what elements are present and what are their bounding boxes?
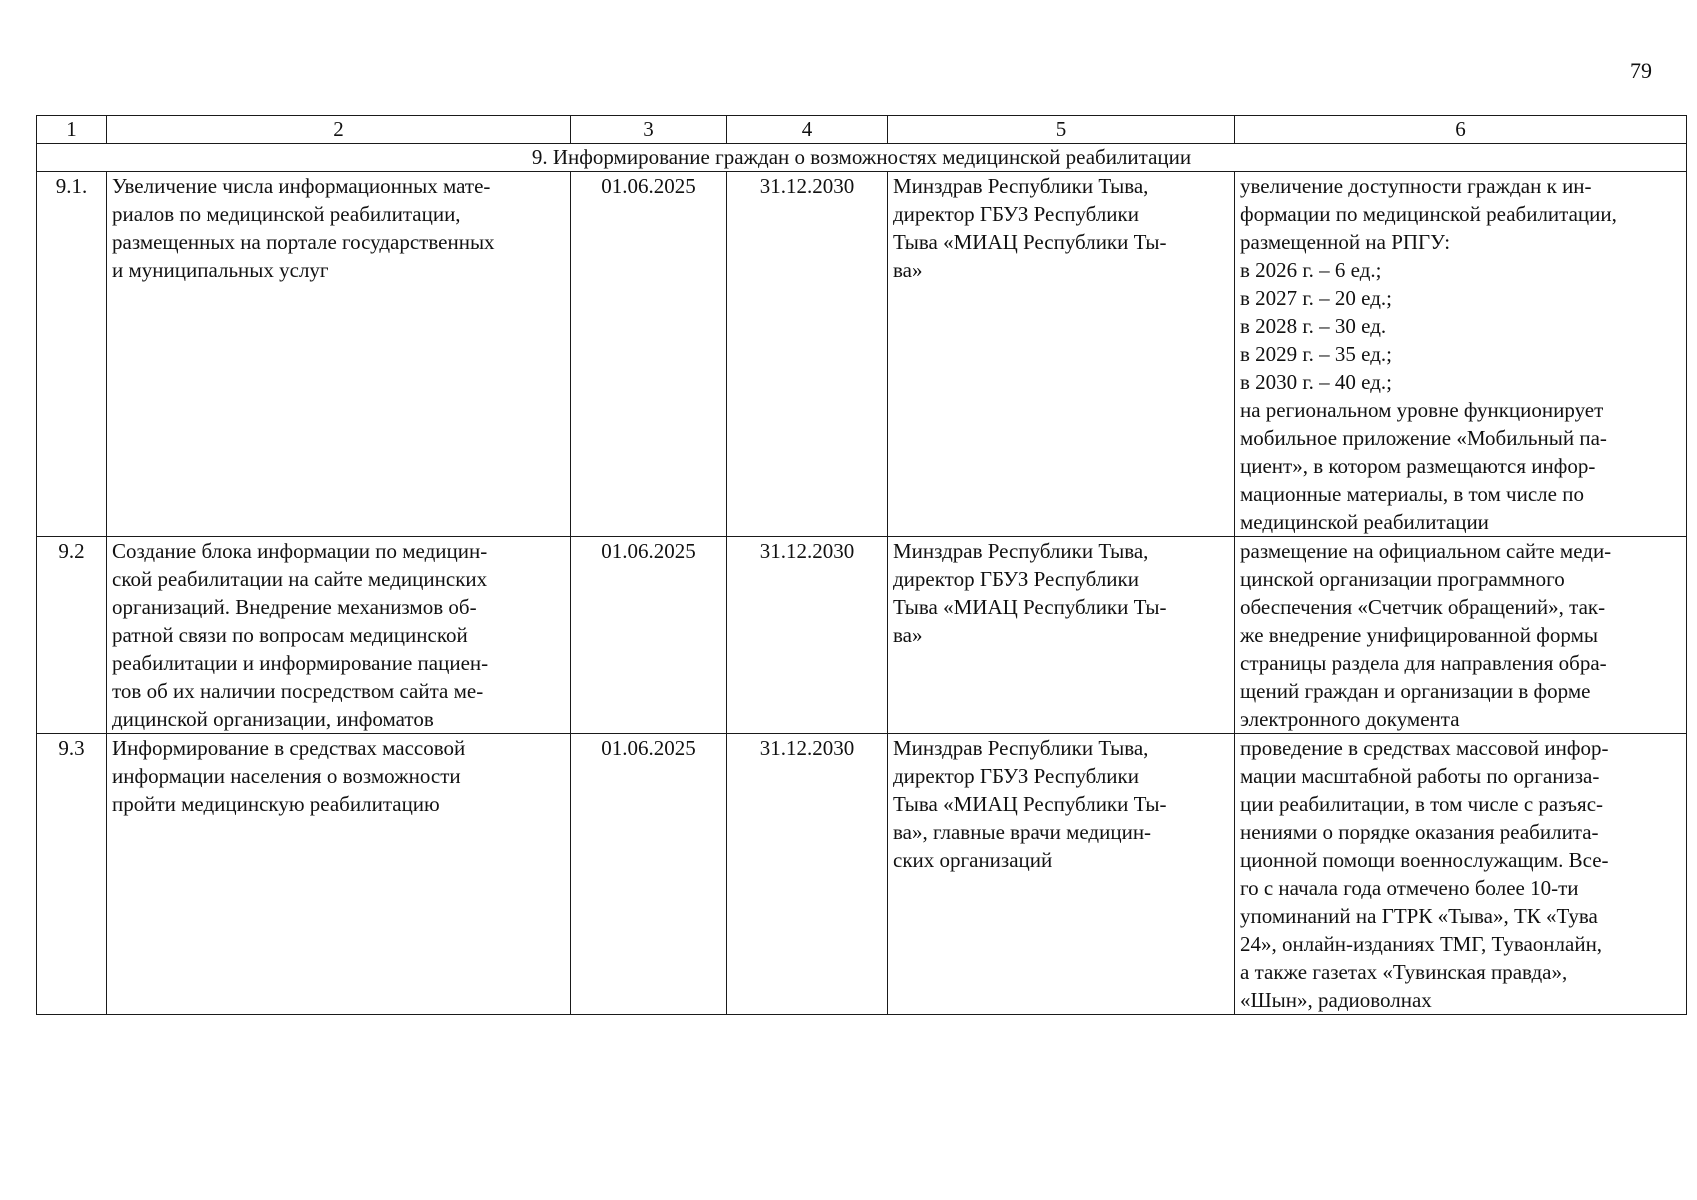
measure-line: и муниципальных услуг	[112, 258, 329, 282]
start-date: 01.06.2025	[571, 734, 727, 1015]
responsible-line: ва»	[893, 258, 923, 282]
result-line: обеспечения «Счетчик обращений», так-	[1240, 595, 1606, 619]
end-date: 31.12.2030	[727, 537, 888, 734]
result-line: в 2029 г. – 35 ед.;	[1240, 342, 1392, 366]
measure-line: риалов по медицинской реабилитации,	[112, 202, 461, 226]
responsible-cell	[888, 172, 1235, 537]
measures-table	[36, 115, 1687, 1015]
column-number: 5	[888, 116, 1235, 144]
table-row	[37, 537, 1687, 734]
result-line: нениями о порядке оказания реабилита-	[1240, 820, 1599, 844]
measure-line: тов об их наличии посредством сайта ме-	[112, 679, 484, 703]
responsible-line: Минздрав Республики Тыва,	[893, 736, 1149, 760]
result-line: цинской организации программного	[1240, 567, 1565, 591]
result-line: а также газетах «Тувинская правда»,	[1240, 960, 1568, 984]
result-line: в 2030 г. – 40 ед.;	[1240, 370, 1392, 394]
responsible-line: Тыва «МИАЦ Республики Ты-	[893, 792, 1167, 816]
responsible-line: директор ГБУЗ Республики	[893, 202, 1139, 226]
item-number: 9.2	[37, 537, 107, 734]
item-number: 9.1.	[37, 172, 107, 537]
responsible-cell	[888, 537, 1235, 734]
end-date: 31.12.2030	[727, 734, 888, 1015]
result-line: щений граждан и организации в форме	[1240, 679, 1591, 703]
responsible-line: ских организаций	[893, 848, 1053, 872]
responsible-line: Тыва «МИАЦ Республики Ты-	[893, 230, 1167, 254]
measure-cell	[107, 172, 571, 537]
measure-cell	[107, 537, 571, 734]
result-line: на региональном уровне функционирует	[1240, 398, 1604, 422]
start-date: 01.06.2025	[571, 537, 727, 734]
responsible-line: директор ГБУЗ Республики	[893, 764, 1139, 788]
result-line: увеличение доступности граждан к ин-	[1240, 174, 1592, 198]
result-line: мобильное приложение «Мобильный па-	[1240, 426, 1607, 450]
measure-line: размещенных на портале государственных	[112, 230, 495, 254]
measure-line: дицинской организации, инфоматов	[112, 707, 434, 731]
measure-line: организаций. Внедрение механизмов об-	[112, 595, 477, 619]
result-line: размещенной на РПГУ:	[1240, 230, 1451, 254]
measure-line: реабилитации и информирование пациен-	[112, 651, 489, 675]
result-line: 24», онлайн-изданиях ТМГ, Туваонлайн,	[1240, 932, 1603, 956]
result-line: в 2027 г. – 20 ед.;	[1240, 286, 1392, 310]
result-line: страницы раздела для направления обра-	[1240, 651, 1607, 675]
result-line: «Шын», радиоволнах	[1240, 988, 1432, 1012]
result-cell	[1235, 734, 1687, 1015]
column-number-row	[37, 116, 1687, 144]
column-number: 2	[107, 116, 571, 144]
result-line: циент», в котором размещаются инфор-	[1240, 454, 1596, 478]
result-line: формации по медицинской реабилитации,	[1240, 202, 1617, 226]
section-title: 9. Информирование граждан о возможностях медицинской реабилитации	[37, 144, 1687, 172]
responsible-line: директор ГБУЗ Республики	[893, 567, 1139, 591]
responsible-line: Минздрав Республики Тыва,	[893, 174, 1149, 198]
result-line: ционной помощи военнослужащим. Все-	[1240, 848, 1609, 872]
measure-line: информации населения о возможности	[112, 764, 461, 788]
responsible-line: Тыва «МИАЦ Республики Ты-	[893, 595, 1167, 619]
result-line: электронного документа	[1240, 707, 1460, 731]
table-row	[37, 172, 1687, 537]
result-line: го с начала года отмечено более 10-ти	[1240, 876, 1579, 900]
column-number: 1	[37, 116, 107, 144]
start-date: 01.06.2025	[571, 172, 727, 537]
result-line: в 2026 г. – 6 ед.;	[1240, 258, 1382, 282]
column-number: 3	[571, 116, 727, 144]
end-date: 31.12.2030	[727, 172, 888, 537]
table-row	[37, 734, 1687, 1015]
page-number: 79	[1630, 58, 1652, 83]
result-line: упоминаний на ГТРК «Тыва», ТК «Тува	[1240, 904, 1598, 928]
result-cell	[1235, 172, 1687, 537]
item-number: 9.3	[37, 734, 107, 1015]
column-number: 4	[727, 116, 888, 144]
result-line: размещение на официальном сайте меди-	[1240, 539, 1612, 563]
responsible-line: Минздрав Республики Тыва,	[893, 539, 1149, 563]
responsible-line: ва»	[893, 623, 923, 647]
result-line: ции реабилитации, в том числе с разъяс-	[1240, 792, 1604, 816]
responsible-line: ва», главные врачи медицин-	[893, 820, 1152, 844]
result-line: медицинской реабилитации	[1240, 510, 1489, 534]
measure-line: ской реабилитации на сайте медицинских	[112, 567, 488, 591]
measure-line: Создание блока информации по медицин-	[112, 539, 488, 563]
result-cell	[1235, 537, 1687, 734]
measure-line: Увеличение числа информационных мате-	[112, 174, 491, 198]
result-line: в 2028 г. – 30 ед.	[1240, 314, 1387, 338]
measure-line: пройти медицинскую реабилитацию	[112, 792, 440, 816]
measure-line: Информирование в средствах массовой	[112, 736, 466, 760]
result-line: мации масштабной работы по организа-	[1240, 764, 1600, 788]
result-line: же внедрение унифицированной формы	[1240, 623, 1598, 647]
measure-cell	[107, 734, 571, 1015]
responsible-cell	[888, 734, 1235, 1015]
result-line: проведение в средствах массовой инфор-	[1240, 736, 1609, 760]
measure-line: ратной связи по вопросам медицинской	[112, 623, 468, 647]
column-number: 6	[1235, 116, 1687, 144]
section-heading-row	[37, 144, 1687, 172]
result-line: мационные материалы, в том числе по	[1240, 482, 1584, 506]
